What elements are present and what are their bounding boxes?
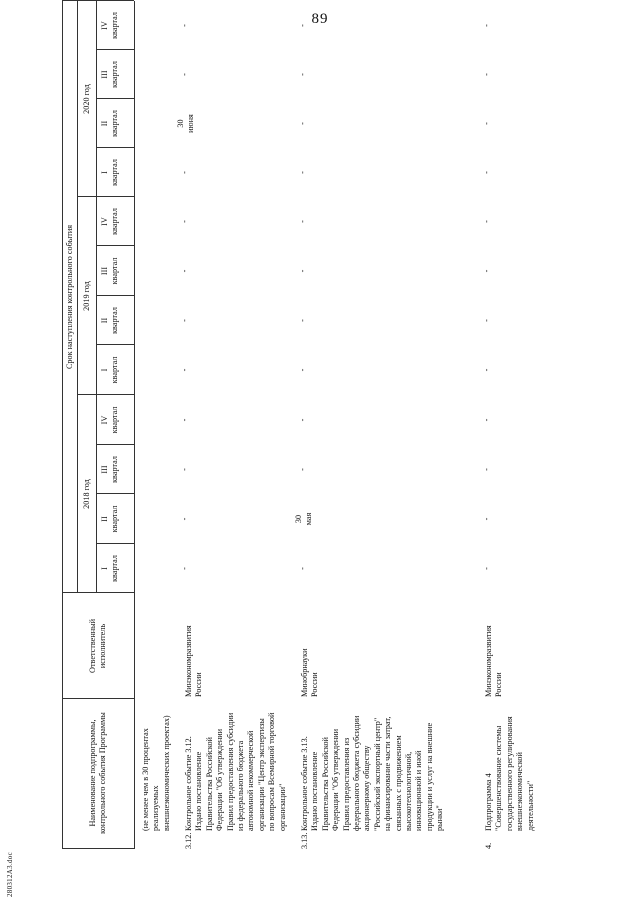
- year-2019-header: 2019 год: [82, 281, 91, 311]
- page-number: 89: [311, 11, 329, 27]
- quarter-header: I квартал: [100, 555, 119, 582]
- quarter-header: III квартал: [100, 456, 119, 483]
- row-3-13-q3-2020: -: [298, 73, 307, 76]
- quarter-header: III квартал: [100, 257, 119, 285]
- year-2018-header: 2018 год: [82, 479, 91, 509]
- row-3-13-q2-2018: 30 мая: [294, 512, 313, 526]
- quarter-header: I квартал: [100, 159, 119, 186]
- name-column-header: Наименование подпрограммы, контрольного события Программы: [88, 712, 108, 834]
- row-3-12-q1-2018: -: [180, 567, 189, 570]
- row-4-q2-2020: -: [482, 122, 491, 125]
- row-continuation-name: (не менее чем в 30 процентах реализуемых внешнеэкономических проектах): [141, 715, 171, 831]
- row-3-12-q2-2020: 30 июня: [176, 114, 195, 133]
- row-3-12-number: 3.12.: [184, 832, 193, 849]
- row-3-12-q1-2020: -: [180, 171, 189, 174]
- row-3-13-q1-2018: -: [298, 567, 307, 570]
- deadline-header: Срок наступления контрольного события: [65, 224, 74, 370]
- quarter-header: IV квартал: [100, 406, 119, 434]
- quarter-header: IV квартал: [100, 208, 119, 235]
- row-4-responsible: Минэкономразвития России: [484, 625, 504, 697]
- row-4-q3-2019: -: [482, 269, 491, 273]
- row-4-q1-2019: -: [482, 368, 491, 372]
- row-3-12-q1-2019: -: [180, 368, 189, 372]
- responsible-column-header: Ответственный исполнитель: [88, 619, 108, 673]
- quarter-header: II квартал: [100, 307, 119, 334]
- row-3-13-q1-2020: -: [298, 171, 307, 174]
- row-3-12-q3-2020: -: [180, 73, 189, 76]
- row-3-13-q2-2019: -: [298, 319, 307, 322]
- year-2020-header: 2020 год: [82, 84, 91, 114]
- row-4-q4-2020: -: [482, 24, 491, 27]
- deadline-title-line: [77, 1, 78, 593]
- row-4-q2-2019: -: [482, 319, 491, 322]
- quarter-header: II квартал: [100, 505, 119, 533]
- table-top-border: [62, 1, 63, 849]
- document-code: 280312A3.doc: [6, 851, 14, 897]
- row-3-13-q4-2018: -: [298, 418, 307, 422]
- row-3-12-q4-2018: -: [180, 418, 189, 422]
- header-bottom-border: [134, 1, 135, 849]
- row-4-q2-2018: -: [482, 517, 491, 521]
- name-col-border: [62, 698, 134, 699]
- row-4-q3-2018: -: [482, 468, 491, 471]
- row-3-12-q2-2018: -: [180, 517, 189, 521]
- year-line: [96, 1, 97, 593]
- row-3-13-q3-2018: -: [298, 468, 307, 471]
- row-3-12-name: Контрольное событие 3.12. Издано постановление Правительства Российской Федерации "Об утверждении Правил предоставления субсидии из федерального бюджета автономной некоммерческой организации "Центр экспертизы по вопросам Всемирной торговой организации": [184, 712, 287, 831]
- row-3-13-number: 3.13.: [300, 832, 309, 849]
- row-3-12-q3-2019: -: [180, 269, 189, 273]
- row-4-number: 4.: [484, 842, 493, 849]
- row-3-13-q4-2020: -: [298, 24, 307, 27]
- row-3-13-q1-2019: -: [298, 368, 307, 372]
- row-3-13-q2-2020: -: [298, 122, 307, 125]
- row-4-q1-2020: -: [482, 171, 491, 174]
- row-4-q4-2019: -: [482, 220, 491, 223]
- row-4-q4-2018: -: [482, 418, 491, 422]
- row-3-13-q3-2019: -: [298, 269, 307, 273]
- row-3-12-q4-2019: -: [180, 220, 189, 223]
- quarter-header: IV квартал: [100, 12, 119, 39]
- row-3-13-responsible: Минобрнауки России: [300, 648, 320, 697]
- table-left-border: [62, 848, 134, 849]
- row-3-12-q4-2020: -: [180, 24, 189, 27]
- row-3-13-q4-2019: -: [298, 220, 307, 223]
- quarter-header: I квартал: [100, 356, 119, 384]
- quarter-header: II квартал: [100, 110, 119, 137]
- row-3-12-responsible: Минэкономразвития России: [184, 625, 204, 697]
- row-4-name: Подпрограмма 4 "Совершенствование системы государственного регулирования внешнеэкономической деятельности": [484, 716, 535, 831]
- quarter-header: III квартал: [100, 61, 119, 88]
- row-4-q1-2018: -: [482, 567, 491, 570]
- row-4-q3-2020: -: [482, 73, 491, 76]
- row-3-12-q3-2018: -: [180, 468, 189, 471]
- row-3-12-q2-2019: -: [180, 319, 189, 322]
- row-3-13-name: Контрольное событие 3.13. Издано постановление Правительства Российской Федерации "Об утверждении Правил предоставления из федерального бюджета субсидии акционерному обществу "Российский экспортный центр" на финансирование части затрат, связанных с продвижением высокотехнологичной, инновационной и иной продукции и услуг на внешние рынки": [300, 715, 445, 831]
